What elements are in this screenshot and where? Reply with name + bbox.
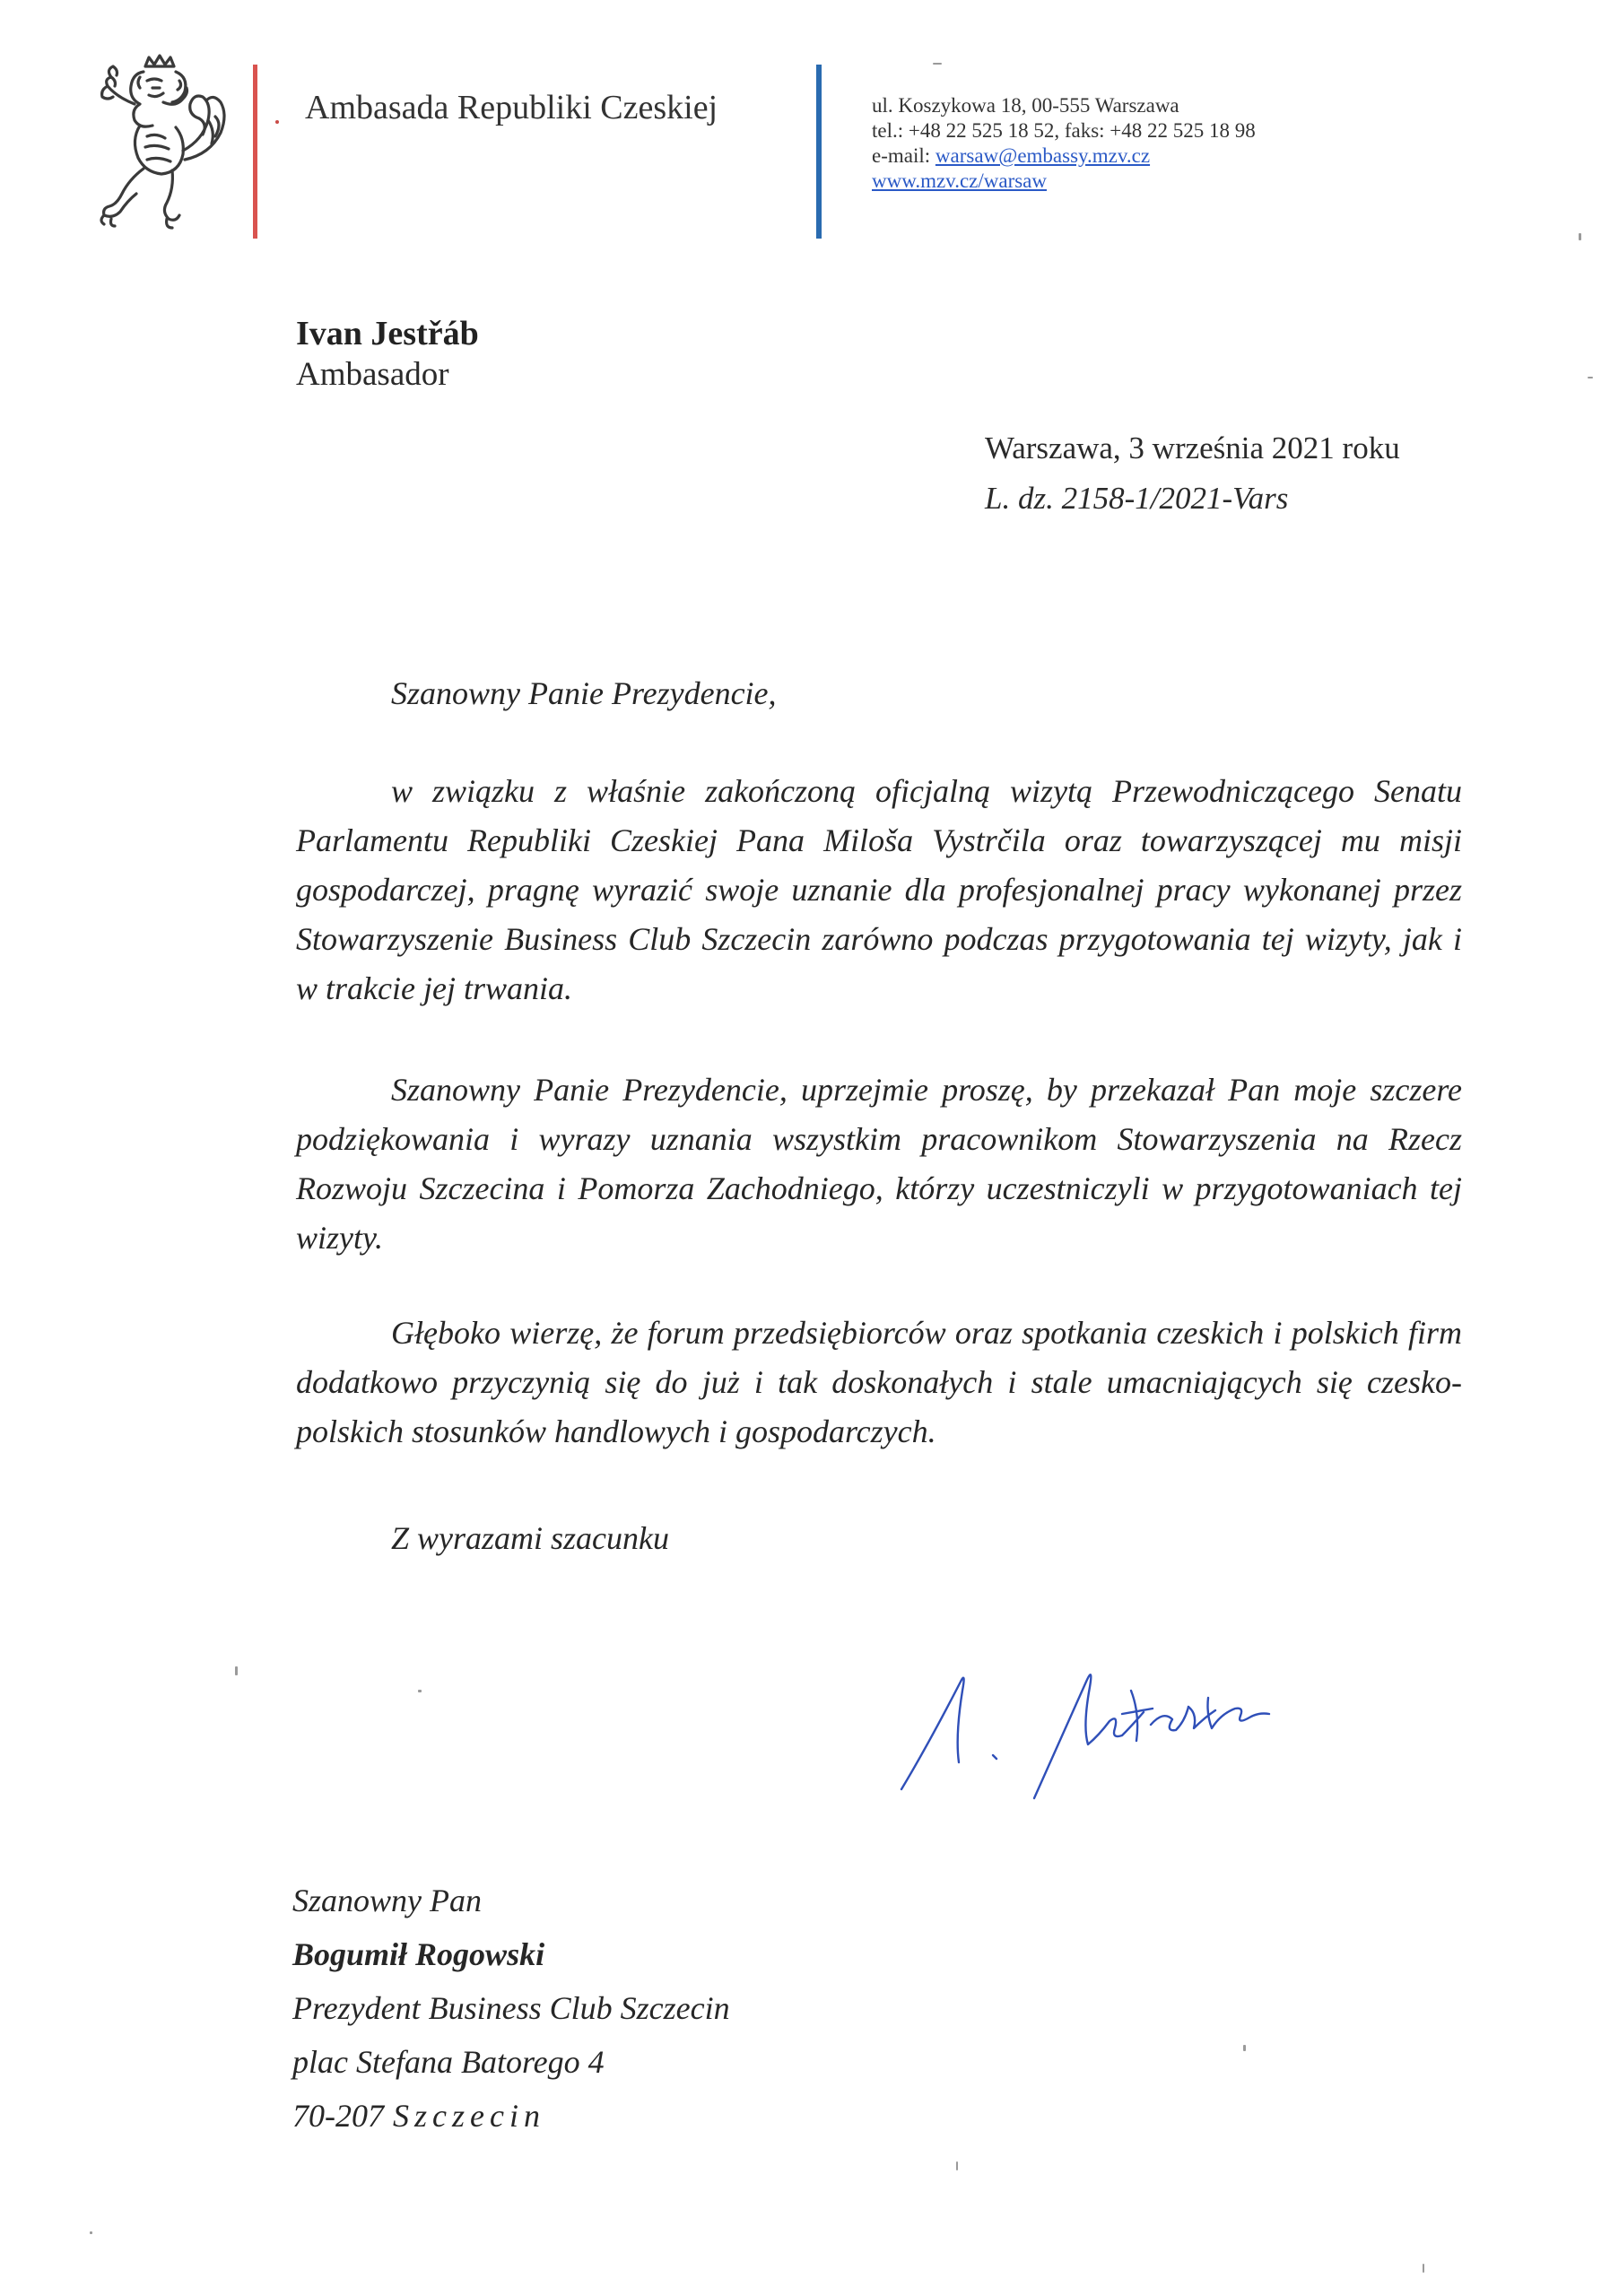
- addressee-street: plac Stefana Batorego 4: [292, 2044, 605, 2080]
- sender-title: Ambasador: [296, 356, 449, 393]
- scan-speck: [418, 1690, 422, 1692]
- embassy-contact-block: [872, 93, 1256, 194]
- website-link[interactable]: www.mzv.cz/warsaw: [872, 170, 1047, 192]
- embassy-address: ul. Koszykowa 18, 00-555 Warszawa: [872, 94, 1179, 117]
- paragraph-2-text: Szanowny Panie Prezydencie, uprzejmie proszę, by przekazał Pan moje szczere podziękowania i wyrazy uznania wszystkim pracownikom Stowarzyszenia na Rzecz Rozwoju Szczecina i Pomorza Zachodniego, którzy uczestniczyli w przygotowaniach tej wizyty.: [296, 1072, 1462, 1256]
- letter-date: Warszawa, 3 września 2021 roku: [985, 430, 1400, 465]
- red-divider-rule: [253, 65, 257, 239]
- addressee-postcode-city: [292, 2097, 545, 2135]
- embassy-phone-fax: tel.: +48 22 525 18 52, faks: +48 22 525 18 98: [872, 119, 1256, 142]
- paragraph-3-text: Głęboko wierzę, że forum przedsiębiorców oraz spotkania czeskich i polskich firm dodatkowo przyczynią się do już i tak doskonałych i stale umacniających się czesko-polskich stosunków handlowych i gospodarczych.: [296, 1315, 1462, 1449]
- blue-divider-rule: [816, 65, 822, 239]
- addressee-position: Prezydent Business Club Szczecin: [292, 1990, 730, 2026]
- embassy-email-line: [872, 144, 1256, 169]
- addressee-city: Szczecin: [393, 2098, 545, 2134]
- scan-speck: [956, 2161, 958, 2170]
- addressee-name: Bogumił Rogowski: [292, 1936, 545, 1972]
- letter-salutation: Szanowny Panie Prezydencie,: [391, 675, 777, 711]
- paragraph-2: [296, 1065, 1462, 1263]
- paragraph-1-text: w związku z właśnie zakończoną oficjalną wizytą Przewodniczącego Senatu Parlamentu Republiki Czeskiej Pana Miloša Vystrčila oraz towarzyszącej mu misji gospodarczej, pragnę wyrazić swoje uznanie dla profesjonalnej pracy wykonanej przez Stowarzyszenie Business Club Szczecin zarówno podczas przygotowania tej wizyty, jak i w trakcie jej trwania.: [296, 773, 1462, 1006]
- email-label: e-mail:: [872, 144, 936, 167]
- handwritten-signature-icon: [883, 1628, 1314, 1807]
- letter-closing: Z wyrazami szacunku: [391, 1520, 670, 1556]
- scan-speck: [235, 1666, 238, 1675]
- scan-speck: [933, 63, 942, 65]
- red-dot-mark: [275, 120, 279, 124]
- addressee-salutation: Szanowny Pan: [292, 1883, 482, 1918]
- reference-number: L. dz. 2158-1/2021-Vars: [985, 481, 1289, 516]
- scan-speck: [1423, 2264, 1424, 2273]
- sender-name: Ivan Jestřáb: [296, 315, 479, 352]
- scan-speck: [1243, 2045, 1246, 2051]
- scan-speck: [90, 2231, 92, 2234]
- scan-speck: [1588, 377, 1593, 378]
- addressee-postcode: 70-207: [292, 2098, 384, 2134]
- scan-speck: [1579, 233, 1581, 240]
- czech-lion-emblem-icon: [90, 54, 233, 233]
- paragraph-3: [296, 1309, 1462, 1457]
- paragraph-1: [296, 767, 1462, 1013]
- embassy-name: Ambasada Republiki Czeskiej: [305, 89, 718, 126]
- email-link[interactable]: warsaw@embassy.mzv.cz: [935, 144, 1151, 167]
